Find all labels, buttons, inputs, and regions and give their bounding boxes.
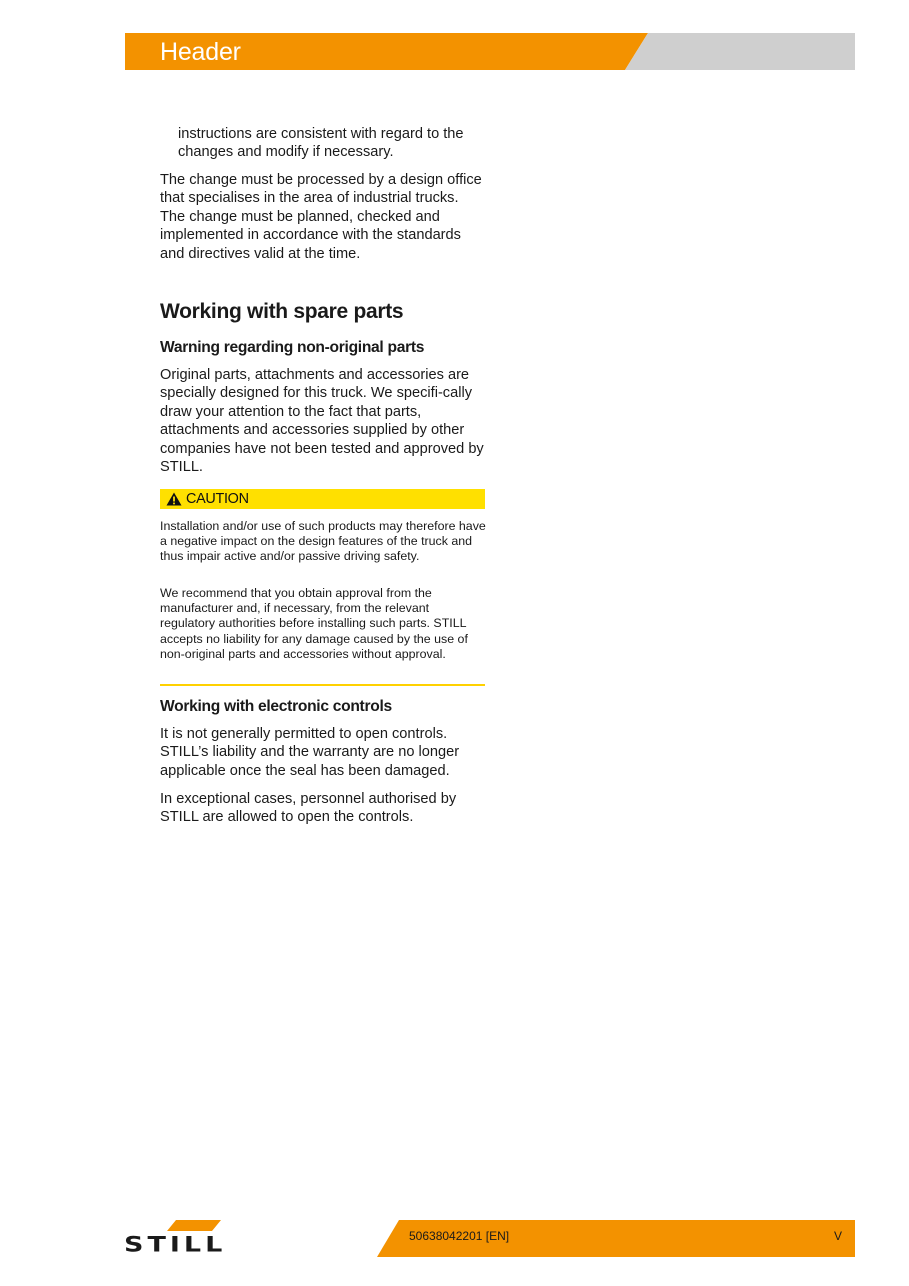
warning-triangle-icon [166, 492, 182, 506]
continued-paragraph: instructions are consistent with regard to the changes and modify if necessary. [178, 126, 464, 161]
change-paragraph: The change must be processed by a design office that specialises in the area of industrial trucks. The change must be planned, checked and implemented in accordance with the standards and directives valid at the time. [160, 172, 482, 262]
electronic-controls-paragraph-1: It is not generally permitted to open controls. STILL’s liability and the warranty are no longer applicable once the seal has been damaged. [160, 726, 460, 779]
header-title: Header [160, 38, 241, 66]
caution-paragraph-1: Installation and/or use of such products may therefore have a negative impact on the design features of the truck and thus impair active and/or passive driving safety. [160, 519, 486, 564]
subsection-title-electronic-controls: Working with electronic controls [160, 698, 392, 715]
logo-wordmark: STILL [124, 1233, 227, 1258]
page-number: V [834, 1229, 843, 1243]
section-title: Working with spare parts [160, 300, 404, 323]
caution-paragraph-2: We recommend that you obtain approval from the manufacturer and, if necessary, from the relevant regulatory authorities before installing such parts. STILL accepts no liability for any damage caused by the use of non-original parts and accessories without approval. [160, 586, 468, 661]
document-id: 50638042201 [EN] [409, 1229, 510, 1243]
subsection-title-non-original-parts: Warning regarding non-original parts [160, 339, 425, 356]
caution-divider [160, 684, 485, 686]
caution-label: CAUTION [186, 491, 249, 507]
caution-banner [160, 489, 485, 509]
non-original-parts-paragraph: Original parts, attachments and accessories are specially designed for this truck. We specifi-cally draw your attention to the fact that parts, attachments and accessories supplied by other companies have not been tested and approved by STILL. [160, 367, 484, 476]
electronic-controls-paragraph-2: In exceptional cases, personnel authorised by STILL are allowed to open the controls. [160, 791, 457, 826]
still-logo [124, 1220, 258, 1258]
